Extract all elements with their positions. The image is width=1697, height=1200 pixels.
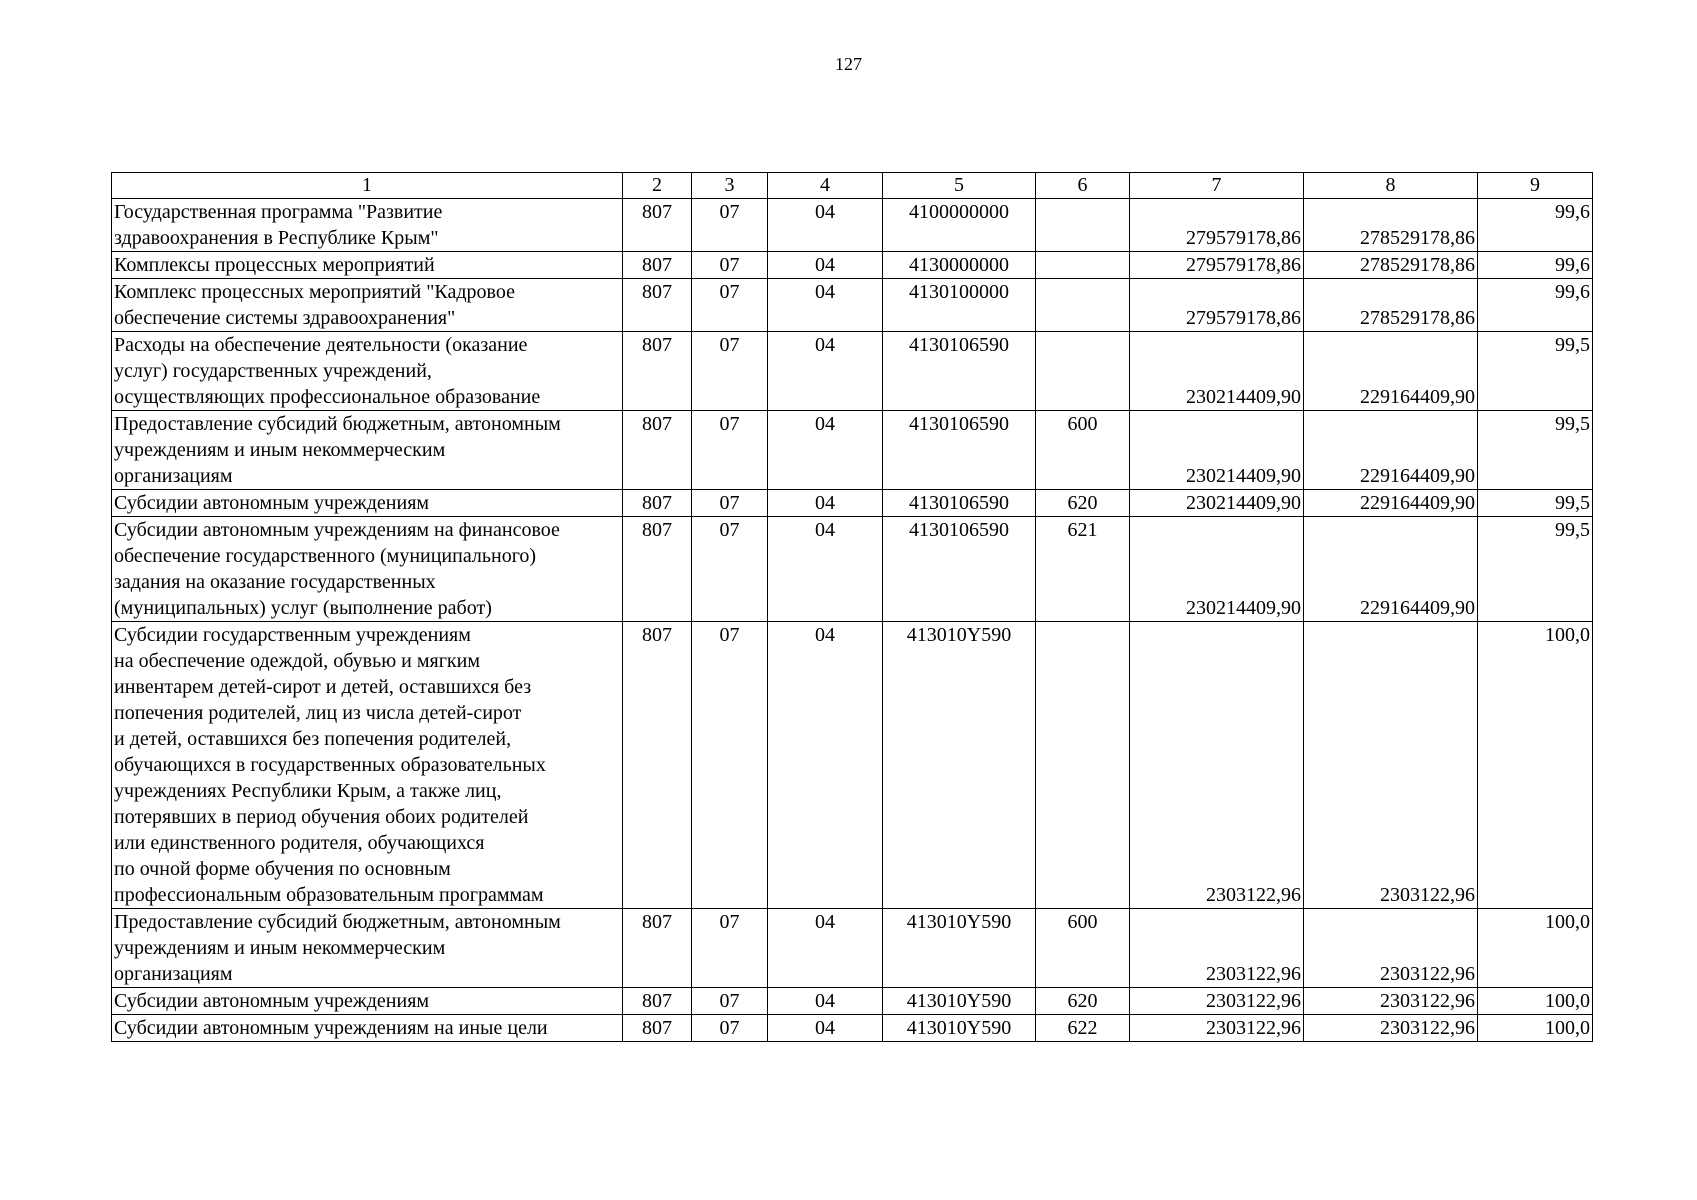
target-article-cell: 4130106590 [883, 490, 1036, 517]
section-cell: 07 [692, 909, 768, 988]
executed-amount-cell: 2303122,96 [1304, 988, 1478, 1015]
table-row [112, 988, 1593, 1015]
admin-code-cell: 807 [623, 909, 692, 988]
planned-amount-cell: 230214409,90 [1130, 517, 1304, 622]
expense-type-cell: 600 [1036, 411, 1130, 490]
admin-code-cell: 807 [623, 490, 692, 517]
table-row [112, 490, 1593, 517]
planned-amount-cell: 279579178,86 [1130, 279, 1304, 332]
percent-cell: 99,6 [1478, 252, 1593, 279]
percent-cell: 100,0 [1478, 988, 1593, 1015]
percent-cell: 99,6 [1478, 199, 1593, 252]
subsection-cell: 04 [768, 622, 883, 909]
column-header: 7 [1130, 173, 1304, 199]
row-name-cell: Государственная программа "Развитие здравоохранения в Республике Крым" [112, 199, 623, 252]
row-name-cell: Расходы на обеспечение деятельности (оказание услуг) государственных учреждений, осуществляющих профессиональное образование [112, 332, 623, 411]
column-header: 8 [1304, 173, 1478, 199]
executed-amount-cell: 278529178,86 [1304, 199, 1478, 252]
table-row [112, 199, 1593, 252]
percent-cell: 100,0 [1478, 909, 1593, 988]
budget-table [111, 172, 1593, 1042]
subsection-cell: 04 [768, 1015, 883, 1042]
target-article-cell: 413010Y590 [883, 988, 1036, 1015]
subsection-cell: 04 [768, 517, 883, 622]
planned-amount-cell: 279579178,86 [1130, 252, 1304, 279]
section-cell: 07 [692, 517, 768, 622]
executed-amount-cell: 229164409,90 [1304, 517, 1478, 622]
section-cell: 07 [692, 1015, 768, 1042]
executed-amount-cell: 229164409,90 [1304, 490, 1478, 517]
planned-amount-cell: 2303122,96 [1130, 622, 1304, 909]
column-header: 5 [883, 173, 1036, 199]
row-name-cell: Субсидии государственным учреждениям на обеспечение одеждой, обувью и мягким инвентарем детей-сирот и детей, оставшихся без попечения родителей, лиц из числа детей-сирот и детей, оставшихся без попечения родителей, обучающихся в государственных образовательных учреждениях Республики Крым, а также лиц, потерявших в период обучения обоих родителей или единственного родителя, обучающихся по очной форме обучения по основным профессиональным образовательным программам [112, 622, 623, 909]
section-cell: 07 [692, 622, 768, 909]
planned-amount-cell: 230214409,90 [1130, 490, 1304, 517]
percent-cell: 99,5 [1478, 517, 1593, 622]
page-number: 127 [835, 54, 862, 74]
section-cell: 07 [692, 252, 768, 279]
planned-amount-cell: 2303122,96 [1130, 909, 1304, 988]
row-name-cell: Субсидии автономным учреждениям [112, 988, 623, 1015]
target-article-cell: 413010Y590 [883, 1015, 1036, 1042]
admin-code-cell: 807 [623, 279, 692, 332]
percent-cell: 99,5 [1478, 490, 1593, 517]
table-row [112, 517, 1593, 622]
percent-cell: 100,0 [1478, 622, 1593, 909]
admin-code-cell: 807 [623, 1015, 692, 1042]
row-name-cell: Субсидии автономным учреждениям [112, 490, 623, 517]
column-header: 4 [768, 173, 883, 199]
section-cell: 07 [692, 411, 768, 490]
column-header: 9 [1478, 173, 1593, 199]
expense-type-cell [1036, 332, 1130, 411]
admin-code-cell: 807 [623, 988, 692, 1015]
percent-cell: 99,5 [1478, 411, 1593, 490]
executed-amount-cell: 229164409,90 [1304, 411, 1478, 490]
subsection-cell: 04 [768, 909, 883, 988]
expense-type-cell: 620 [1036, 988, 1130, 1015]
planned-amount-cell: 2303122,96 [1130, 988, 1304, 1015]
column-header: 3 [692, 173, 768, 199]
target-article-cell: 4130000000 [883, 252, 1036, 279]
section-cell: 07 [692, 490, 768, 517]
admin-code-cell: 807 [623, 411, 692, 490]
executed-amount-cell: 278529178,86 [1304, 279, 1478, 332]
table-row [112, 252, 1593, 279]
subsection-cell: 04 [768, 199, 883, 252]
admin-code-cell: 807 [623, 199, 692, 252]
target-article-cell: 413010Y590 [883, 622, 1036, 909]
section-cell: 07 [692, 332, 768, 411]
target-article-cell: 4100000000 [883, 199, 1036, 252]
column-header: 2 [623, 173, 692, 199]
row-name-cell: Предоставление субсидий бюджетным, автономным учреждениям и иным некоммерческим организациям [112, 909, 623, 988]
table-row [112, 279, 1593, 332]
column-header: 6 [1036, 173, 1130, 199]
table-header-row [112, 173, 1593, 199]
expense-type-cell: 622 [1036, 1015, 1130, 1042]
column-header: 1 [112, 173, 623, 199]
percent-cell: 99,6 [1478, 279, 1593, 332]
section-cell: 07 [692, 199, 768, 252]
target-article-cell: 4130106590 [883, 332, 1036, 411]
section-cell: 07 [692, 279, 768, 332]
executed-amount-cell: 2303122,96 [1304, 1015, 1478, 1042]
row-name-cell: Предоставление субсидий бюджетным, автономным учреждениям и иным некоммерческим организациям [112, 411, 623, 490]
target-article-cell: 413010Y590 [883, 909, 1036, 988]
subsection-cell: 04 [768, 279, 883, 332]
expense-type-cell: 621 [1036, 517, 1130, 622]
planned-amount-cell: 230214409,90 [1130, 411, 1304, 490]
expense-type-cell [1036, 622, 1130, 909]
table-row [112, 909, 1593, 988]
planned-amount-cell: 279579178,86 [1130, 199, 1304, 252]
row-name-cell: Комплексы процессных мероприятий [112, 252, 623, 279]
row-name-cell: Комплекс процессных мероприятий "Кадровое обеспечение системы здравоохранения" [112, 279, 623, 332]
table-row [112, 332, 1593, 411]
admin-code-cell: 807 [623, 252, 692, 279]
percent-cell: 100,0 [1478, 1015, 1593, 1042]
subsection-cell: 04 [768, 252, 883, 279]
subsection-cell: 04 [768, 988, 883, 1015]
executed-amount-cell: 229164409,90 [1304, 332, 1478, 411]
executed-amount-cell: 2303122,96 [1304, 622, 1478, 909]
row-name-cell: Субсидии автономным учреждениям на финансовое обеспечение государственного (муниципального) задания на оказание государственных (муниципальных) услуг (выполнение работ) [112, 517, 623, 622]
admin-code-cell: 807 [623, 517, 692, 622]
subsection-cell: 04 [768, 490, 883, 517]
admin-code-cell: 807 [623, 332, 692, 411]
subsection-cell: 04 [768, 332, 883, 411]
section-cell: 07 [692, 988, 768, 1015]
table-row [112, 411, 1593, 490]
expense-type-cell [1036, 252, 1130, 279]
target-article-cell: 4130100000 [883, 279, 1036, 332]
expense-type-cell [1036, 199, 1130, 252]
executed-amount-cell: 2303122,96 [1304, 909, 1478, 988]
admin-code-cell: 807 [623, 622, 692, 909]
table-row [112, 1015, 1593, 1042]
expense-type-cell: 620 [1036, 490, 1130, 517]
percent-cell: 99,5 [1478, 332, 1593, 411]
row-name-cell: Субсидии автономным учреждениям на иные цели [112, 1015, 623, 1042]
expense-type-cell [1036, 279, 1130, 332]
table-row [112, 622, 1593, 909]
executed-amount-cell: 278529178,86 [1304, 252, 1478, 279]
planned-amount-cell: 2303122,96 [1130, 1015, 1304, 1042]
expense-type-cell: 600 [1036, 909, 1130, 988]
target-article-cell: 4130106590 [883, 411, 1036, 490]
subsection-cell: 04 [768, 411, 883, 490]
planned-amount-cell: 230214409,90 [1130, 332, 1304, 411]
target-article-cell: 4130106590 [883, 517, 1036, 622]
